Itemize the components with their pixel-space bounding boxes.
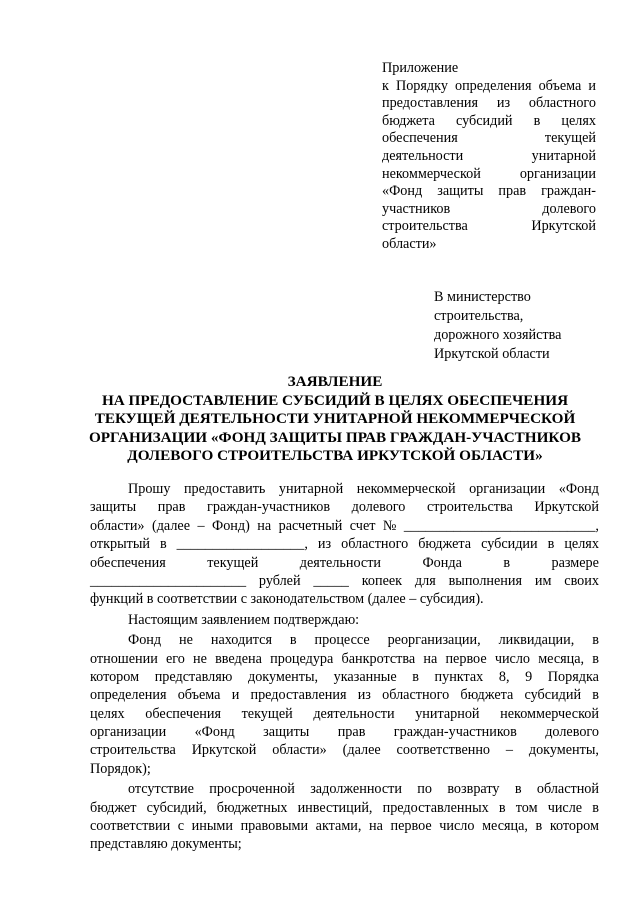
body-line: области» (далее – Фонд) на расчетный счет № ___________________________, <box>90 517 599 534</box>
body-line: соответствии с иными правовыми актами, на первое число месяца, в котором <box>90 818 599 835</box>
body-line: представляю документы; <box>90 836 242 853</box>
title-line: ОРГАНИЗАЦИИ «ФОНД ЗАЩИТЫ ПРАВ ГРАЖДАН-УЧАСТНИКОВ <box>88 428 582 446</box>
addressee-block <box>434 288 604 364</box>
addressee-line: дорожного хозяйства <box>434 327 562 343</box>
appendix-line: «Фонд защиты прав граждан- <box>382 183 596 200</box>
body-line: определения объема и предоставления из областного бюджета субсидий в <box>90 687 599 704</box>
appendix-line: участников долевого <box>382 200 596 217</box>
body-line: отношении его не введена процедура банкротства на первое число месяца, в <box>90 650 599 667</box>
title-line: НА ПРЕДОСТАВЛЕНИЕ СУБСИДИЙ В ЦЕЛЯХ ОБЕСПЕЧЕНИЯ <box>101 391 569 409</box>
body-line: бюджет субсидий, бюджетных инвестиций, предоставленных в том числе в <box>90 799 599 816</box>
title-line: ТЕКУЩЕЙ ДЕЯТЕЛЬНОСТИ УНИТАРНОЙ НЕКОММЕРЧЕСКОЙ <box>94 410 576 428</box>
appendix-line: Приложение <box>382 60 459 76</box>
addressee-line: Иркутской области <box>434 346 550 362</box>
body-line: защиты прав граждан-участников долевого строительства Иркутской <box>90 499 599 516</box>
appendix-line: области» <box>382 235 437 252</box>
appendix-line: обеспечения текущей <box>382 130 596 147</box>
body-line: котором представляю документы, указанные в пунктах 8, 9 Порядка <box>90 668 599 685</box>
body-line: Настоящим заявлением подтверждаю: <box>128 611 360 628</box>
addressee-line: В министерство <box>434 289 531 305</box>
body-line: открытый в __________________, из областного бюджета субсидии в целях <box>90 536 599 553</box>
addressee-line: строительства, <box>434 308 524 324</box>
body-line: Прошу предоставить унитарной некоммерческой организации «Фонд <box>128 481 599 497</box>
appendix-line: бюджета субсидий в целях <box>382 112 596 129</box>
appendix-line: строительства Иркутской <box>382 218 596 235</box>
body-line: строительства Иркутской области» (далее соответственно – документы, <box>90 742 599 759</box>
body-line: организации «Фонд защиты прав граждан-участников долевого <box>90 724 599 741</box>
document-title <box>60 373 610 466</box>
appendix-line: к Порядку определения объема и <box>382 77 596 94</box>
body-line: Порядок); <box>90 760 151 777</box>
body-line: функций в соответствии с законодательством (далее – субсидия). <box>90 591 484 608</box>
appendix-line: некоммерческой организации <box>382 165 596 182</box>
title-line: ЗАЯВЛЕНИЕ <box>287 373 383 390</box>
appendix-header <box>382 60 596 254</box>
body-line: ______________________ рублей _____ копеек для выполнения им своих <box>90 572 599 589</box>
body-line: отсутствие просроченной задолженности по возврату в областной <box>128 781 599 798</box>
body-line: Фонд не находится в процессе реорганизации, ликвидации, в <box>128 632 599 649</box>
title-line: ДОЛЕВОГО СТРОИТЕЛЬСТВА ИРКУТСКОЙ ОБЛАСТИ» <box>127 447 543 465</box>
body-line: целях обеспечения текущей деятельности унитарной некоммерческой <box>90 705 599 722</box>
body-line: обеспечения текущей деятельности Фонда в размере <box>90 554 599 571</box>
appendix-line: деятельности унитарной <box>382 147 596 164</box>
appendix-line: предоставления из областного <box>382 95 596 112</box>
document-body <box>90 480 599 854</box>
